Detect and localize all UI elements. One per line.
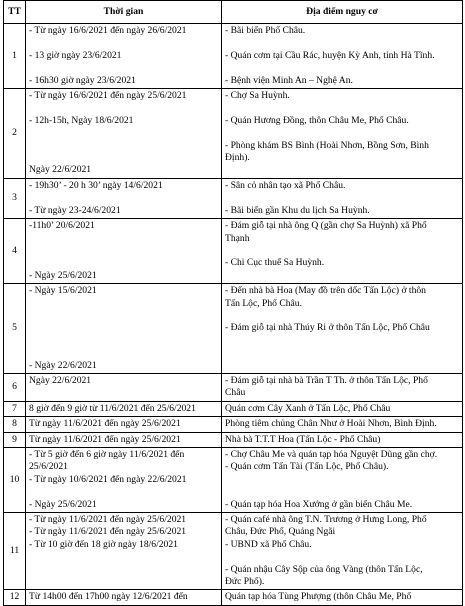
place-line [225, 486, 459, 498]
time-line: - Từ ngày 16/6/2021 đến ngày 26/6/2021 [29, 25, 187, 36]
time-cell [26, 89, 222, 179]
time-line: - 19h30’ - 20 h 30’ ngày 14/6/2021 [29, 179, 163, 191]
time-line: - Từ ngày 10/6/2021 đến ngày 22/6/2021 [29, 473, 187, 485]
place-line: Quán tạp hóa Tùng Phượng (thôn Châu Me, Phổ [225, 591, 412, 603]
time-line [29, 298, 218, 310]
place-line: - Bệnh viện Minh An – Nghệ An. [225, 74, 353, 86]
time-line [29, 322, 218, 334]
place-line: - Chợ Sa Huỳnh. [225, 90, 290, 102]
place-line: - Quán nhậu Cây Sộp của ông Vàng (thôn Tấn Lộc, [225, 563, 423, 575]
place-cell [222, 89, 463, 179]
place-line: - Sân cỏ nhân tạo xã Phổ Châu. [225, 179, 346, 191]
place-line: - Phòng khám BS Bình (Hoài Nhơn, Bồng Sơn, Bình [225, 139, 429, 151]
place-cell [222, 373, 463, 401]
row-number: 1 [4, 24, 26, 89]
time-line: - Từ ngày 16/6/2021 đến ngày 25/6/2021 [29, 90, 187, 102]
time-line: - Từ ngày 11/6/2021 đến ngày 25/6/2021 [29, 514, 187, 526]
risk-locations-table [3, 0, 463, 606]
time-line: - Từ ngày 23-24/6/2021 [29, 204, 121, 216]
table-row [4, 89, 463, 179]
time-cell [26, 219, 222, 284]
place-line [225, 102, 459, 114]
time-line: - 12h-15h, Ngày 18/6/2021 [29, 114, 134, 126]
place-line [225, 127, 459, 139]
place-cell [222, 417, 463, 432]
place-line: - Đám giỗ tại nhà Thúy Ri ở thôn Tấn Lộc, Phổ Châu [225, 322, 430, 334]
time-line: Từ ngày 11/6/2021 đến ngày 25/6/2021 [29, 418, 181, 430]
time-line: Ngày 22/6/2021 [29, 374, 92, 386]
place-line: - Quán tạp hóa Hoa Xướng ở gần biển Châu Me. [225, 498, 413, 510]
place-line: - Chợ Châu Me và quán tạp hóa Nguyệt Dũng gần chợ. [225, 449, 438, 460]
time-line [29, 37, 218, 49]
time-line: 25/6/2021 [29, 461, 68, 473]
time-line [29, 152, 218, 164]
time-line: - 16h30 giờ ngày 23/6/2021 [29, 74, 136, 86]
place-line: - Bãi biển gần Khu du lịch Sa Huỳnh. [225, 204, 370, 216]
time-line [29, 347, 218, 359]
place-cell [222, 448, 463, 513]
time-line: - Từ ngày 11/6/2021 đến ngày 25/6/2021 [29, 526, 187, 538]
row-number: 9 [4, 432, 26, 447]
time-line [29, 192, 218, 204]
place-line [225, 37, 459, 49]
header-place: Địa điểm nguy cơ [222, 1, 463, 24]
place-line: Châu [225, 387, 246, 399]
table-row [4, 401, 463, 416]
time-cell [26, 284, 222, 374]
row-number: 6 [4, 373, 26, 401]
place-line: - Bãi biển Phổ Châu. [225, 25, 306, 36]
time-line: Từ 14h00 đến 17h00 ngày 12/6/2021 đến [29, 591, 188, 603]
row-number: 8 [4, 417, 26, 432]
time-line [29, 335, 218, 347]
place-cell [222, 401, 463, 416]
place-line: Nhà bà T.T.T Hoa (Tấn Lộc - Phổ Châu) [225, 433, 381, 445]
place-line: - Đám giỗ tại nhà ông Q (gần chợ Sa Huỳnh) xã Phổ [225, 220, 427, 232]
header-row [4, 1, 463, 24]
table-row [4, 448, 463, 513]
table-row [4, 178, 463, 218]
place-line: - UBND xã Phổ Châu. [225, 538, 312, 550]
table-row [4, 284, 463, 374]
time-cell [26, 448, 222, 513]
time-line [29, 310, 218, 322]
row-number: 12 [4, 590, 26, 605]
time-line [29, 257, 218, 269]
time-line: Ngày 22/6/2021 [29, 164, 92, 176]
place-line: Quán cơm Cây Xanh ở Tấn Lộc, Phổ Châu [225, 402, 391, 414]
place-line [225, 192, 459, 204]
time-line: - Ngày 25/6/2021 [29, 498, 97, 510]
place-line [225, 551, 459, 563]
place-line: Tấn Lộc, Phổ Châu. [225, 297, 303, 309]
row-number: 5 [4, 284, 26, 374]
row-number: 2 [4, 89, 26, 179]
time-line [29, 233, 218, 245]
place-line [225, 62, 459, 74]
place-line [225, 310, 459, 322]
table-row [4, 219, 463, 284]
place-cell [222, 513, 463, 590]
time-line: - Ngày 15/6/2021 [29, 285, 97, 297]
place-line: Phòng tiêm chủng Chân Như ở Hoài Nhơn, Bình Định. [225, 418, 437, 430]
place-cell [222, 284, 463, 374]
time-cell [26, 373, 222, 401]
table-row [4, 24, 463, 89]
place-cell [222, 590, 463, 605]
time-line [29, 62, 218, 74]
header-tt: TT [4, 1, 26, 24]
place-line: Thạnh [225, 232, 250, 244]
place-line: - Quán cơm Tấn Tài (Tấn Lộc, Phổ Châu). [225, 461, 389, 473]
place-line: Đức Phổ). [225, 576, 265, 588]
row-number: 3 [4, 178, 26, 218]
row-number: 11 [4, 513, 26, 590]
time-line: - Từ 10 giờ đến 18 giờ ngày 18/6/2021 [29, 538, 178, 550]
time-line: Từ ngày 11/6/2021 đến ngày 25/6/2021 [29, 433, 181, 445]
table-row [4, 513, 463, 590]
time-line [29, 102, 218, 114]
header-time: Thời gian [26, 1, 222, 24]
time-line [29, 245, 218, 257]
time-cell [26, 513, 222, 590]
time-cell [26, 24, 222, 89]
place-line: - Chi Cục thuế Sa Huỳnh. [225, 257, 325, 269]
table-row [4, 417, 463, 432]
time-cell [26, 417, 222, 432]
time-line: - 13 giờ ngày 23/6/2021 [29, 49, 122, 61]
place-cell [222, 432, 463, 447]
table-body [4, 24, 463, 606]
table-row [4, 432, 463, 447]
place-line [225, 474, 459, 486]
time-cell [26, 432, 222, 447]
time-line [29, 486, 218, 498]
place-line: - Quán café nhà ông T.N. Trương ở Hưng Long, Phổ [225, 514, 427, 526]
row-number: 7 [4, 401, 26, 416]
place-line: Định). [225, 152, 250, 164]
time-line: -11h0’ 20/6/2021 [29, 220, 95, 232]
table-row [4, 373, 463, 401]
time-line: - Ngày 22/6/2021 [29, 359, 97, 371]
time-cell [26, 178, 222, 218]
time-line [29, 127, 218, 139]
place-line [225, 245, 459, 257]
place-line: - Quán cơm tại Cầu Rác, huyện Kỳ Anh, tỉnh Hà Tĩnh. [225, 49, 435, 61]
time-line: - Từ 5 giờ đến 6 giờ ngày 11/6/2021 đến [29, 449, 185, 460]
time-cell [26, 401, 222, 416]
place-line: - Đám giỗ tại nhà bà Trần T Th. ở thôn Tấn Lộc, Phổ [225, 374, 428, 386]
place-cell [222, 24, 463, 89]
time-cell [26, 590, 222, 605]
table-row [4, 590, 463, 605]
place-cell [222, 178, 463, 218]
row-number: 10 [4, 448, 26, 513]
time-line [29, 140, 218, 152]
time-line: - Ngày 25/6/2021 [29, 269, 97, 281]
place-line: Châu, Đức Phổ, Quảng Ngãi [225, 526, 336, 538]
place-line: - Quán Hương Đồng, thôn Châu Me, Phổ Châu. [225, 114, 409, 126]
time-line: 8 giờ đến 9 giờ từ 11/6/2021 đến 25/6/2021 [29, 402, 196, 414]
place-line: - Đến nhà bà Hoa (May đồ trên dốc Tấn Lộc) ở thôn [225, 285, 426, 297]
place-cell [222, 219, 463, 284]
row-number: 4 [4, 219, 26, 284]
